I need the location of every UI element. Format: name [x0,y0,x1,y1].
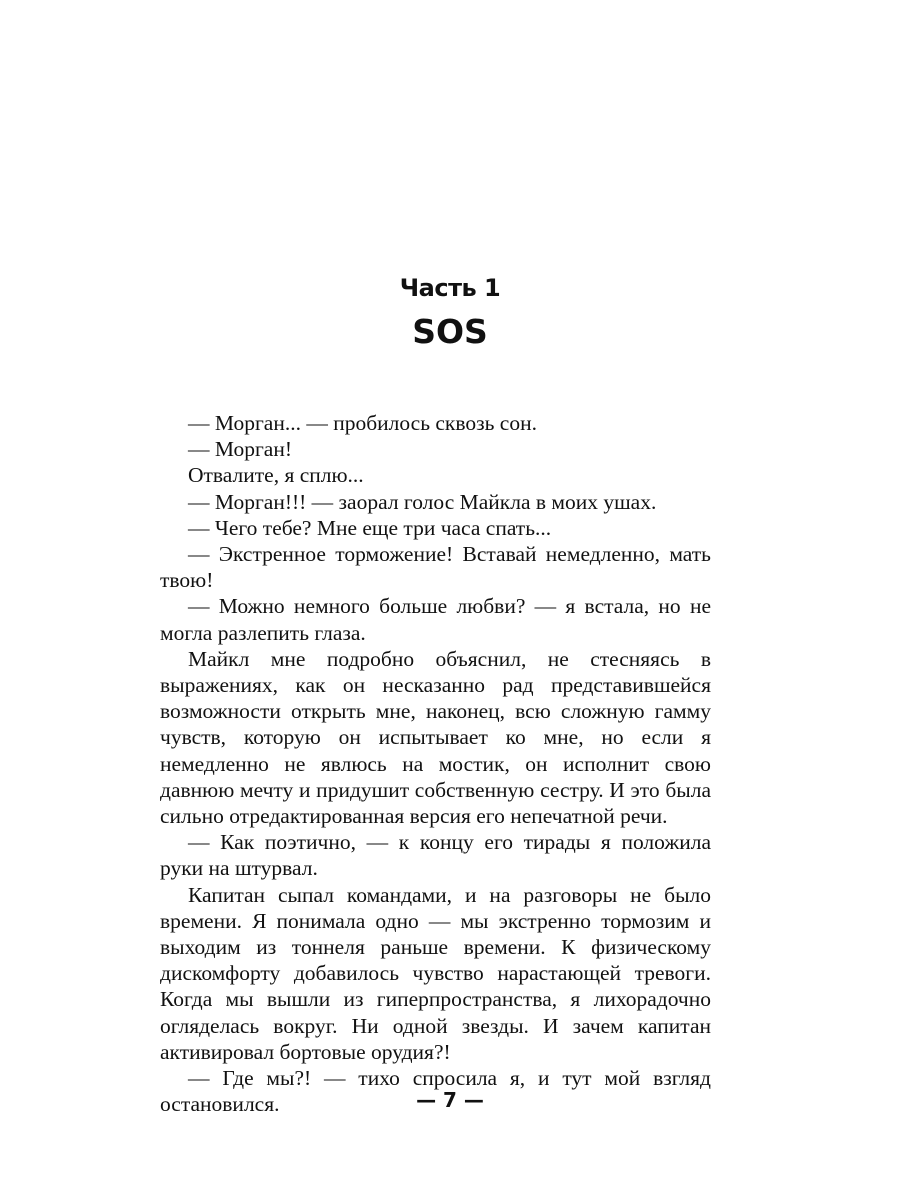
paragraph: — Морган!!! — заорал голос Майкла в моих ушах. [188,489,657,514]
paragraph: — Где мы?! — тихо спросила я, и тут мой взгляд остановился. [160,1066,711,1117]
paragraph: — Как поэтично, — к концу его тирады я положила руки на штурвал. [160,830,711,881]
paragraph: Майкл мне подробно объяснил, не стесняясь в выражениях, как он несказанно рад представившейся возможности открыть мне, наконец, всю сложную гамму чувств, которую он испытывает ко мне, но если я немедленно не явлюсь на мостик, он исполнит свою давнюю мечту и придушит собственную сестру. И это была сильно отредактированная версия его непечатной речи. [160,646,711,829]
paragraph: — Чего тебе? Мне еще три часа спать... [188,515,552,540]
paragraph: — Морган! [188,437,292,462]
chapter-title: SOS [412,312,488,351]
page-number: — 7 — [416,1088,484,1112]
paragraph: — Можно немного больше любви? — я встала, но не могла разлепить глаза. [160,594,711,645]
paragraph: Отвалите, я сплю... [188,463,364,488]
paragraph: Капитан сыпал командами, и на разговоры не было времени. Я понимала одно — мы экстренно тормозим и выходим из тоннеля раньше времени. К физическому дискомфорту добавилось чувство нарастающей тревоги. Когда мы вышли из гиперпространства, я лихорадочно огляделась вокруг. Ни одной звезды. И зачем капитан активировал бортовые орудия?! [160,882,711,1064]
body-text [160,410,711,1117]
part-label: Часть 1 [399,274,501,302]
paragraph: — Морган... — пробилось сквозь сон. [188,411,537,435]
paragraph: — Экстренное торможение! Вставай немедленно, мать твою! [160,542,711,593]
